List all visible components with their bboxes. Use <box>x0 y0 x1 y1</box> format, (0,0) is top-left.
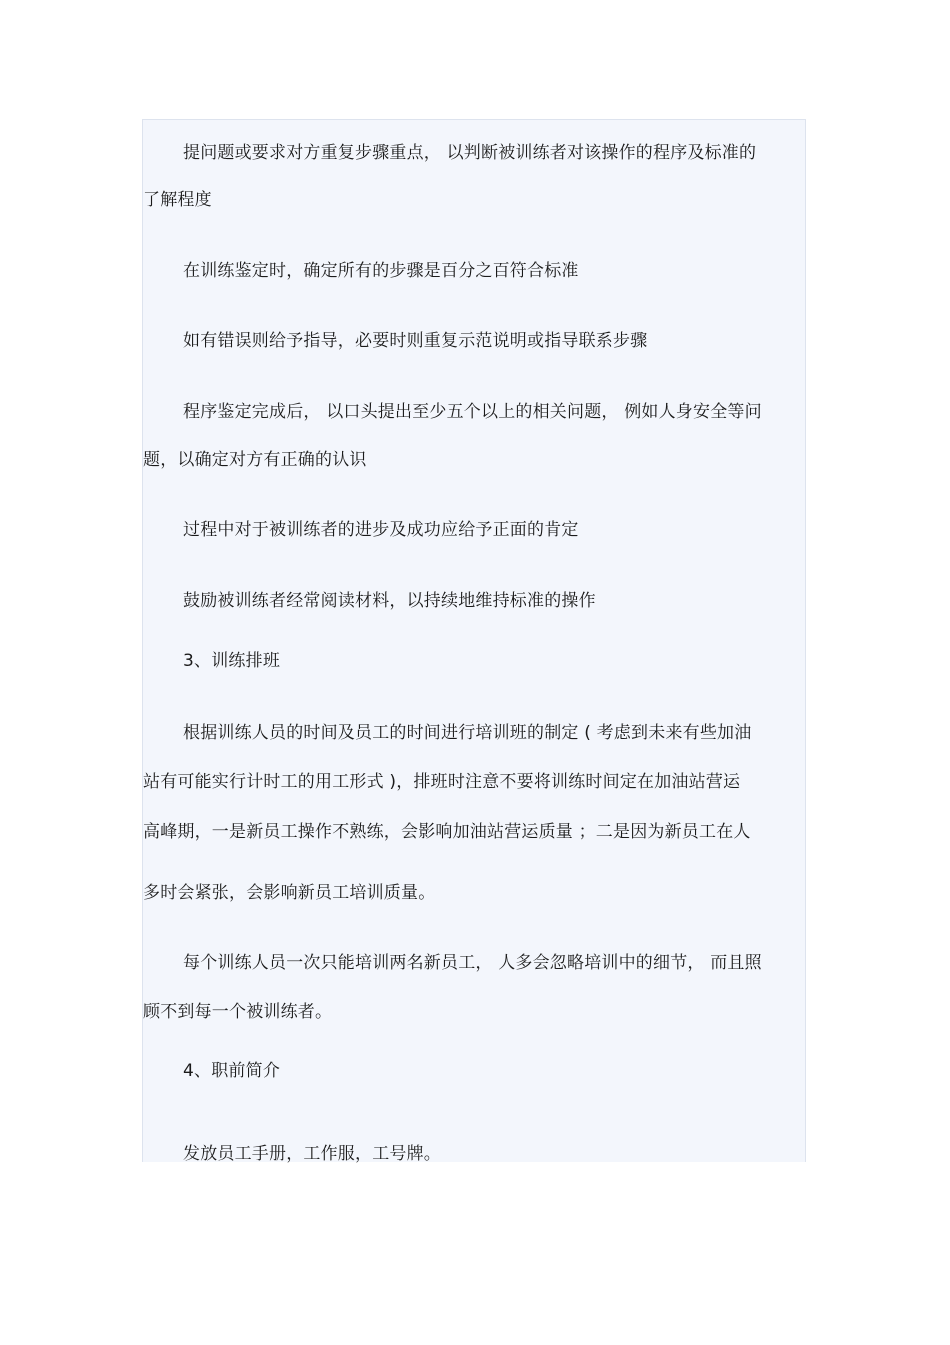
paragraph-line: 过程中对于被训练者的进步及成功应给予正面的肯定 <box>183 520 579 540</box>
paragraph-line: 如有错误则给予指导，必要时则重复示范说明或指导联系步骤 <box>183 331 648 351</box>
paragraph-line: 站有可能实行计时工的用工形式 )，排班时注意不要将训练时间定在加油站营运 <box>143 772 741 792</box>
paragraph-line: 每个训练人员一次只能培训两名新员工， 人多会忽略培训中的细节， 而且照 <box>183 953 762 973</box>
section-heading: 4、职前简介 <box>183 1061 281 1081</box>
paragraph-line: 提问题或要求对方重复步骤重点， 以判断被训练者对该操作的程序及标准的 <box>183 143 757 163</box>
paragraph-line: 多时会紧张，会影响新员工培训质量。 <box>143 883 436 903</box>
paragraph-line: 鼓励被训练者经常阅读材料，以持续地维持标准的操作 <box>183 591 596 611</box>
paragraph-line: 题，以确定对方有正确的认识 <box>143 450 367 470</box>
paragraph-line: 高峰期，一是新员工操作不熟练，会影响加油站营运质量 ；二是因为新员工在人 <box>143 822 751 842</box>
paragraph-line: 了解程度 <box>143 190 212 210</box>
paragraph-line: 顾不到每一个被训练者。 <box>143 1002 333 1022</box>
paragraph-line: 程序鉴定完成后， 以口头提出至少五个以上的相关问题， 例如人身安全等问 <box>183 402 762 422</box>
paragraph-line: 在训练鉴定时，确定所有的步骤是百分之百符合标准 <box>183 261 579 281</box>
paragraph-line: 根据训练人员的时间及员工的时间进行培训班的制定 ( 考虑到未来有些加油 <box>183 723 752 743</box>
paragraph-line: 发放员工手册，工作服，工号牌。 <box>183 1144 441 1164</box>
document-page <box>142 119 806 1162</box>
section-heading: 3、训练排班 <box>183 651 281 671</box>
